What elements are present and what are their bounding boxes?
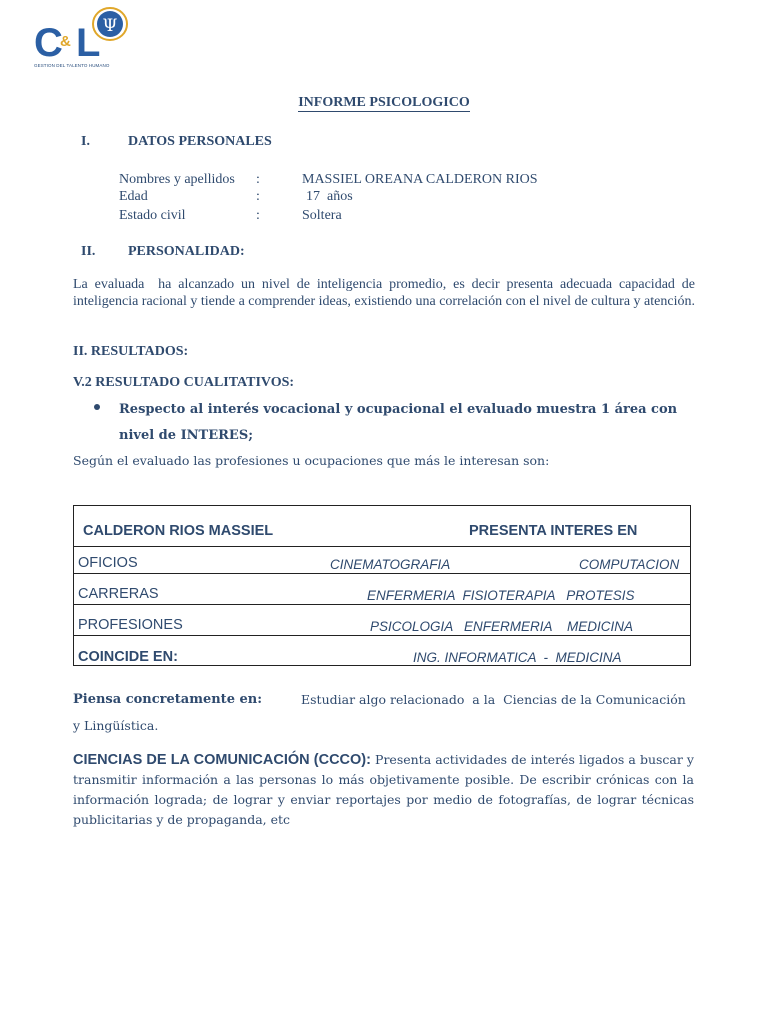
section1-number: I. — [81, 134, 90, 149]
qualitative-heading: V.2 RESULTADO CUALITATIVOS: — [73, 375, 295, 390]
ccco-paragraph — [73, 750, 694, 830]
table-row-label: OFICIOS — [78, 555, 138, 571]
piensa-value: Estudiar algo relacionado a la Ciencias de la Comunicación — [301, 692, 686, 707]
table-row-value: CINEMATOGRAFIA — [330, 557, 451, 572]
section1-heading: DATOS PERSONALES — [128, 134, 272, 149]
table-divider — [74, 573, 690, 574]
bullet-marker — [94, 404, 100, 410]
piensa-value-continued: y Lingüística. — [73, 718, 159, 733]
field-label-age: Edad — [119, 189, 148, 204]
table-row-value: ING. INFORMATICA - MEDICINA — [413, 650, 622, 665]
table-row-value: PSICOLOGIA ENFERMERIA MEDICINA — [370, 619, 634, 634]
field-colon: : — [256, 208, 260, 223]
section2-heading: PERSONALIDAD: — [128, 244, 245, 259]
field-label-name: Nombres y apellidos — [119, 172, 235, 187]
intro-line: Según el evaluado las profesiones u ocupaciones que más le interesan son: — [73, 453, 550, 468]
table-student-name: CALDERON RIOS MASSIEL — [83, 523, 274, 539]
ccco-heading: CIENCIAS DE LA COMUNICACIÓN (CCCO): — [73, 752, 371, 768]
field-value-age: 17 años — [306, 189, 353, 204]
logo-subtitle: GESTION DEL TALENTO HUMANO — [34, 63, 110, 68]
svg-text:L: L — [76, 21, 101, 65]
table-header-interest: PRESENTA INTERES EN — [469, 523, 638, 539]
table-row-label: CARRERAS — [78, 586, 159, 602]
results-heading: II. RESULTADOS: — [73, 344, 189, 359]
section2-number: II. — [81, 244, 96, 259]
svg-text:&: & — [60, 33, 71, 50]
interest-table — [73, 505, 691, 666]
table-divider — [74, 635, 690, 636]
personality-paragraph: La evaluada ha alcanzado un nivel de inteligencia promedio, es decir presenta adecuada capacidad de inteligencia racional y tiende a comprender ideas, existiendo una correlación con el nivel de cultura y atención. — [73, 277, 699, 309]
psi-icon: Ψ — [102, 16, 118, 36]
field-value-civil-status: Soltera — [302, 208, 342, 223]
table-row-label: PROFESIONES — [78, 617, 183, 633]
piensa-label: Piensa concretamente en: — [73, 692, 263, 707]
field-colon: : — [256, 172, 260, 187]
table-divider — [74, 604, 690, 605]
ccco-text: Presenta actividades de interés ligados a buscar y transmitir información a las personas lo más objetivamente posible. De escribir crónicas con la información lograda; de lograr y enviar reportajes por medio de fotografías, de lograr técnicas publicitarias y de propaganda, etc — [73, 752, 694, 827]
table-divider — [74, 546, 690, 547]
field-value-name: MASSIEL OREANA CALDERON RIOS — [302, 172, 538, 187]
table-row-label: COINCIDE EN: — [78, 649, 178, 665]
table-row-value: ENFERMERIA FISIOTERAPIA PROTESIS — [367, 588, 635, 603]
field-label-civil-status: Estado civil — [119, 208, 186, 223]
vocational-interest-text: Respecto al interés vocacional y ocupacional el evaluado muestra 1 área con nivel de INTERES; — [119, 402, 678, 443]
document-title: INFORME PSICOLOGICO — [298, 95, 470, 110]
svg-text:C: C — [34, 21, 63, 65]
field-colon: : — [256, 189, 260, 204]
table-row-value: COMPUTACION — [579, 557, 680, 572]
